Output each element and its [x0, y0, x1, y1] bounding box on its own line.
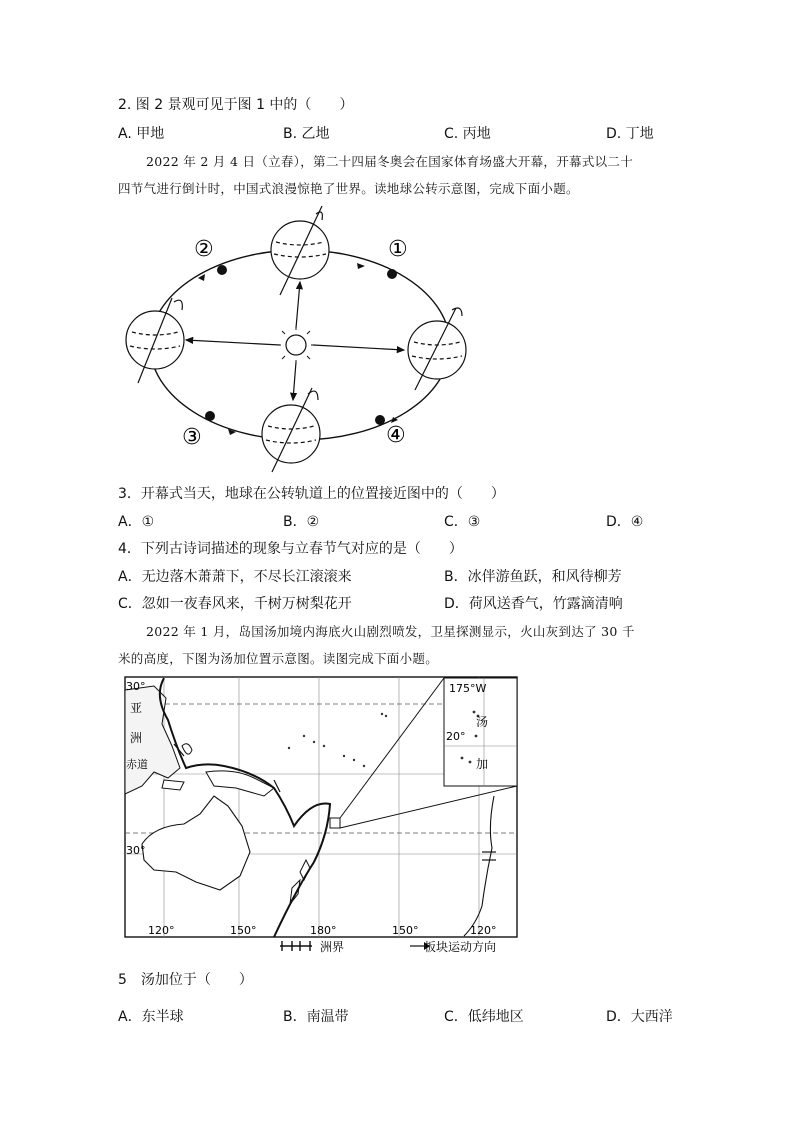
q3-option-b: B．②	[283, 514, 320, 530]
map-label-30n: 30°	[126, 680, 146, 693]
inset-label-175w: 175°W	[449, 682, 487, 695]
q3-option-c: C．③	[444, 514, 481, 530]
q2-option-a: A. 甲地	[118, 126, 165, 142]
inset-label-jia: 加	[476, 757, 489, 771]
q5-option-c: C．低纬地区	[444, 1009, 524, 1025]
map-tick-150e: 150°	[230, 924, 257, 937]
q5-option-a: A．东半球	[118, 1009, 184, 1025]
map-label-30s: 30°	[126, 844, 146, 857]
q3-stem: 3．开幕式当天，地球在公转轨道上的位置接近图中的（ ）	[118, 486, 505, 502]
q4-option-d: D．荷风送香气，竹露滴清响	[444, 596, 623, 612]
orbit-point-1	[387, 269, 397, 279]
earth-bottom-icon	[262, 388, 320, 472]
map-label-asia-1: 亚	[130, 701, 143, 715]
q4-option-b: B．冰伴游鱼跃，和风待柳芳	[444, 569, 622, 585]
inset-label-20: 20°	[446, 730, 466, 743]
map-label-asia-2: 洲	[130, 731, 143, 745]
passage1-line2: 四节气进行倒计时，中国式浪漫惊艳了世界。读地球公转示意图，完成下面小题。	[118, 181, 579, 196]
q5-option-d: D．大西洋	[606, 1009, 673, 1025]
legend-plate-label: 板块运动方向	[424, 940, 497, 954]
q5-option-b: B．南温带	[283, 1009, 349, 1025]
q2-stem: 2. 图 2 景观可见于图 1 中的（ ）	[118, 97, 354, 113]
q2-option-d: D. 丁地	[606, 126, 654, 142]
passage1-line1: 2022 年 2 月 4 日（立春），第二十四届冬奥会在国家体育场盛大开幕，开幕式以二十	[146, 154, 634, 169]
orbit-label-3: ③	[182, 425, 202, 450]
orbit-point-2	[217, 265, 227, 275]
q4-option-c: C．忽如一夜春风来，千树万树梨花开	[118, 596, 352, 612]
legend-boundary-icon	[280, 941, 312, 951]
q4-option-a: A．无边落木萧萧下，不尽长江滚滚来	[118, 569, 352, 585]
map-tick-120e: 120°	[148, 924, 175, 937]
q5-stem: 5 汤加位于（ ）	[118, 972, 253, 988]
sun-icon	[277, 326, 315, 364]
earth-orbit-diagram	[110, 200, 490, 475]
tonga-location-map	[124, 676, 520, 956]
map-tick-120w: 120°	[470, 924, 497, 937]
q3-option-d: D．④	[606, 514, 644, 530]
orbit-point-4	[375, 415, 385, 425]
earth-top-icon	[271, 206, 329, 295]
legend-boundary-label: 洲界	[320, 940, 345, 954]
passage2-line1: 2022 年 1 月，岛国汤加境内海底火山剧烈喷发，卫星探测显示，火山灰到达了 30 千	[146, 624, 635, 639]
orbit-point-3	[205, 411, 215, 421]
map-tick-150w: 150°	[392, 924, 419, 937]
q4-stem: 4．下列古诗词描述的现象与立春节气对应的是（ ）	[118, 541, 463, 557]
map-tick-180: 180°	[310, 924, 337, 937]
passage2-line2: 米的高度，下图为汤加位置示意图。读图完成下面小题。	[118, 651, 439, 666]
orbit-label-4: ④	[386, 423, 406, 448]
orbit-label-2: ②	[194, 237, 214, 262]
q3-option-a: A．①	[118, 514, 155, 530]
inset-label-tong: 汤	[476, 715, 489, 729]
q2-option-b: B. 乙地	[283, 126, 330, 142]
map-label-equator: 赤道	[126, 758, 148, 771]
q2-option-c: C. 丙地	[444, 126, 491, 142]
earth-right-icon	[408, 308, 466, 390]
orbit-label-1: ①	[388, 237, 408, 262]
